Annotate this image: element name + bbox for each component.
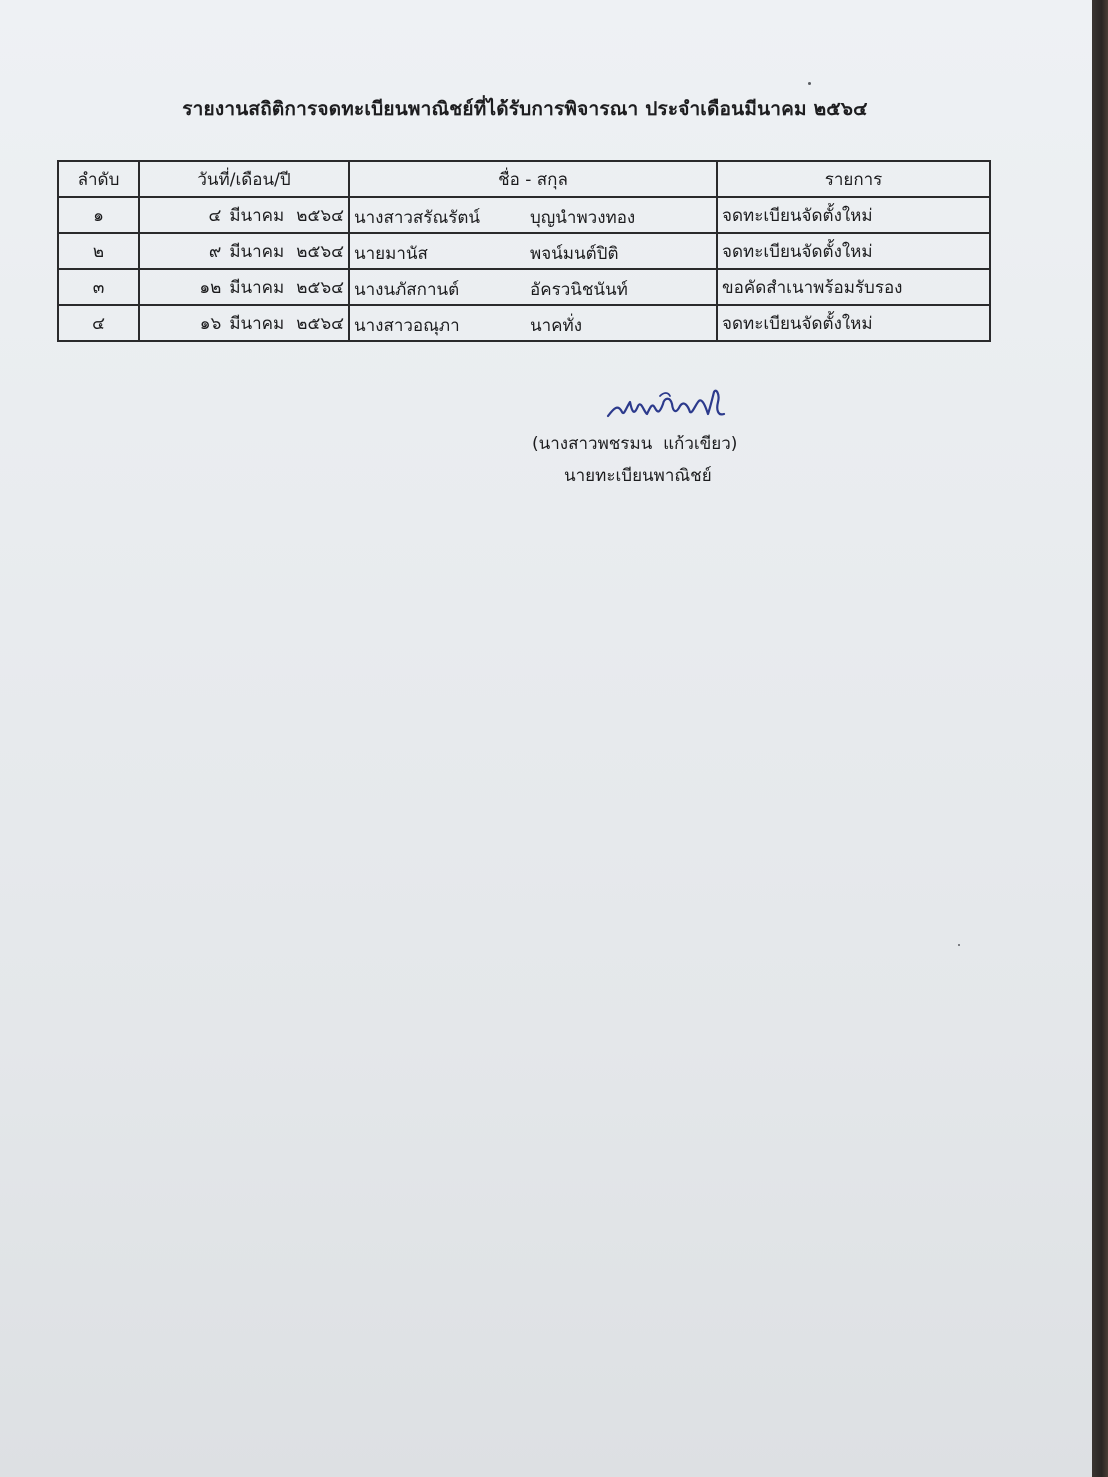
row-last-name: อัครวนิชนันท์	[530, 280, 628, 300]
row-date	[139, 233, 349, 269]
table-surface-edge	[1092, 0, 1108, 1477]
row-first-name: นายมานัส	[354, 244, 428, 264]
row-day: ๑๖	[199, 313, 222, 334]
row-year: ๒๕๖๔	[296, 277, 344, 298]
table-row	[58, 233, 990, 269]
registration-table	[57, 160, 991, 342]
row-fullname	[349, 305, 717, 341]
row-number: ๒	[58, 233, 139, 269]
table-row	[58, 269, 990, 305]
row-year: ๒๕๖๔	[296, 241, 344, 262]
row-item: ขอคัดสำเนาพร้อมรับรอง	[717, 269, 990, 305]
row-month: มีนาคม	[229, 205, 285, 226]
row-number: ๓	[58, 269, 139, 305]
table-row	[58, 197, 990, 233]
row-last-name: พจน์มนต์ปิติ	[530, 244, 619, 264]
row-item: จดทะเบียนจัดตั้งใหม่	[717, 233, 990, 269]
row-number: ๑	[58, 197, 139, 233]
row-day: ๙	[208, 241, 222, 262]
row-month: มีนาคม	[229, 313, 285, 334]
row-date	[139, 305, 349, 341]
row-fullname	[349, 269, 717, 305]
row-number: ๔	[58, 305, 139, 341]
table-header-row	[58, 161, 990, 197]
signer-position: นายทะเบียนพาณิชย์	[564, 466, 712, 486]
signer-name: (นางสาวพชรมน แก้วเขียว)	[532, 434, 738, 454]
row-fullname	[349, 197, 717, 233]
row-last-name: นาคทั่ง	[530, 316, 583, 336]
row-year: ๒๕๖๔	[296, 205, 344, 226]
row-year: ๒๕๖๔	[296, 313, 344, 334]
header-order: ลำดับ	[58, 161, 139, 197]
row-day: ๔	[208, 205, 222, 226]
table-row	[58, 305, 990, 341]
header-item: รายการ	[717, 161, 990, 197]
row-item: จดทะเบียนจัดตั้งใหม่	[717, 305, 990, 341]
row-item: จดทะเบียนจัดตั้งใหม่	[717, 197, 990, 233]
row-first-name: นางนภัสกานต์	[354, 280, 460, 300]
row-last-name: บุญนำพวงทอง	[530, 208, 636, 228]
row-day: ๑๒	[199, 277, 222, 298]
row-month: มีนาคม	[229, 277, 285, 298]
row-date	[139, 197, 349, 233]
row-first-name: นางสาวสรัณรัตน์	[354, 208, 481, 228]
row-date	[139, 269, 349, 305]
report-title: รายงานสถิติการจดทะเบียนพาณิชย์ที่ได้รับการพิจารณา ประจำเดือนมีนาคม ๒๕๖๔	[182, 98, 868, 120]
paper-speck	[958, 944, 960, 946]
row-fullname	[349, 233, 717, 269]
paper-speck	[808, 82, 811, 85]
row-first-name: นางสาวอณุภา	[354, 316, 460, 336]
row-month: มีนาคม	[229, 241, 285, 262]
handwritten-signature	[600, 378, 740, 428]
header-date: วันที่/เดือน/ปี	[139, 161, 349, 197]
header-name: ชื่อ - สกุล	[349, 161, 717, 197]
